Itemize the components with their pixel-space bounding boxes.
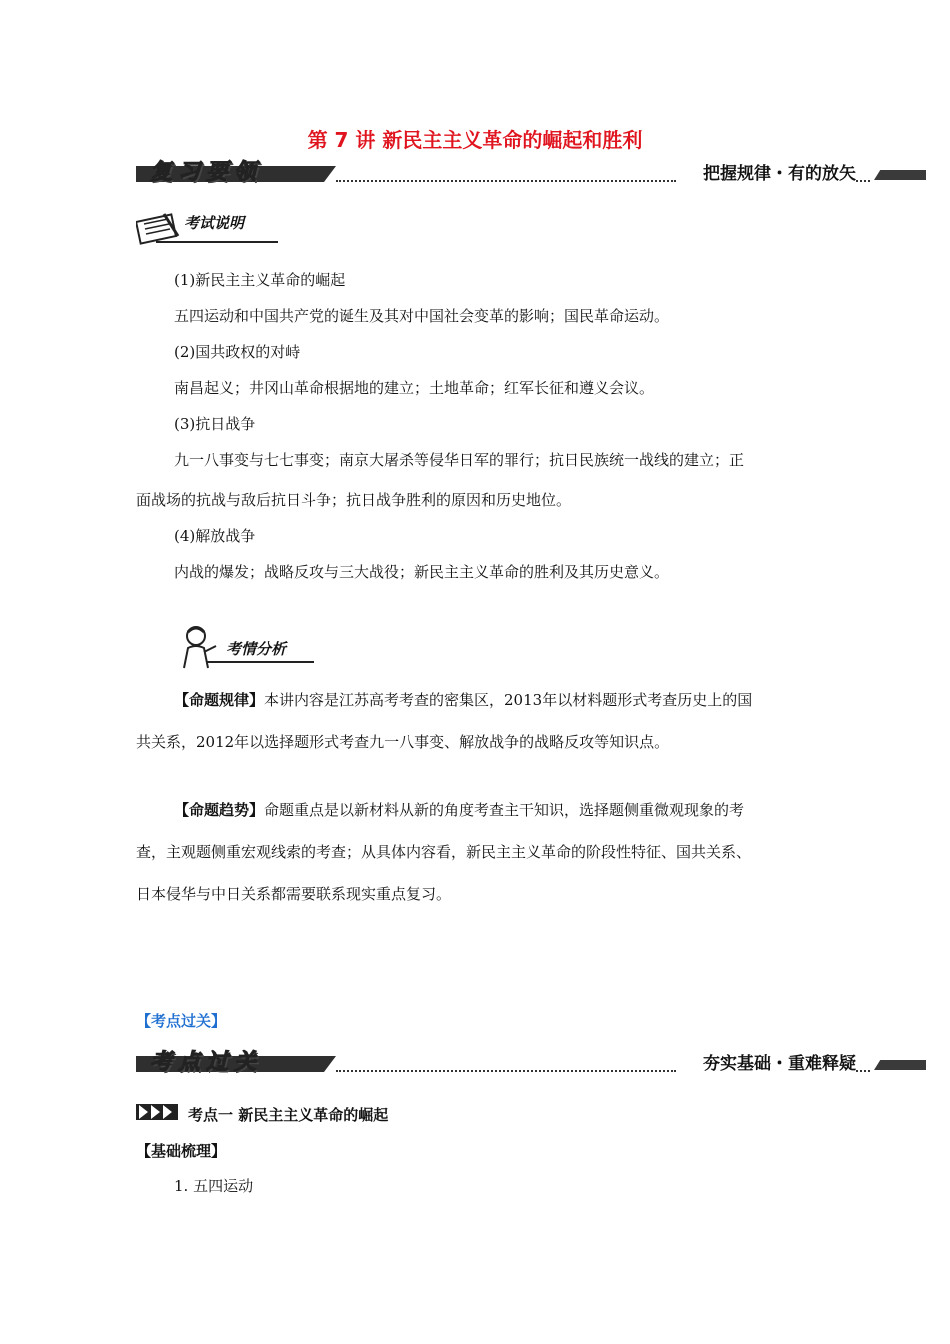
trend-paragraph (174, 800, 744, 820)
kaodian-tag: 【考点过关】 (136, 1012, 227, 1030)
analysis-label: 考情分析 (226, 640, 287, 658)
banner-left-text: 考点过关 (150, 1050, 263, 1075)
chevrons-icon (136, 1104, 178, 1120)
list-item: 九一八事变与七七事变；南京大屠杀等侵华日军的罪行；抗日民族统一战线的建立；正 (174, 451, 745, 469)
exam-notes-header (136, 206, 281, 250)
dotted-rule-short (856, 180, 870, 182)
trend-text-cont: 日本侵华与中日关系都需要联系现实重点复习。 (136, 885, 452, 903)
dotted-rule (336, 180, 676, 182)
section-banner-review (136, 148, 926, 188)
dotted-rule-short (856, 1070, 870, 1072)
banner-tail (874, 170, 926, 180)
list-item: (4)解放战争 (174, 527, 256, 545)
list-item: 南昌起义；井冈山革命根据地的建立；土地革命；红军长征和遵义会议。 (174, 379, 655, 397)
list-item: (1)新民主主义革命的崛起 (174, 271, 346, 289)
list-item: 1. 五四运动 (174, 1177, 254, 1195)
basics-heading: 【基础梳理】 (136, 1142, 227, 1160)
banner-tail (874, 1060, 926, 1070)
trend-text: 命题重点是以新材料从新的角度考查主干知识，选择题侧重微观现象的考 (264, 801, 745, 819)
trend-text-cont: 查，主观题侧重宏观线索的考查；从具体内容看，新民主主义革命的阶段性特征、国共关系、 (136, 843, 752, 861)
list-item: (2)国共政权的对峙 (174, 343, 301, 361)
rule-paragraph (174, 690, 752, 710)
trend-heading: 【命题趋势】 (174, 801, 265, 819)
dotted-rule (336, 1070, 676, 1072)
page-title: 第 7 讲 新民主主义革命的崛起和胜利 (307, 128, 643, 152)
list-item: 面战场的抗战与敌后抗日斗争；抗日战争胜利的原因和历史地位。 (136, 491, 572, 509)
list-item: 内战的爆发；战略反攻与三大战役；新民主主义革命的胜利及其历史意义。 (174, 563, 670, 581)
rule-heading: 【命题规律】 (174, 691, 265, 709)
banner-right-text: 把握规律・有的放矢 (703, 164, 856, 184)
list-item: 五四运动和中国共产党的诞生及其对中国社会变革的影响；国民革命运动。 (174, 307, 670, 325)
banner-left-text: 复习要领 (150, 160, 263, 185)
analysis-header (136, 624, 316, 668)
rule-text-cont: 共关系，2012年以选择题形式考查九一八事变、解放战争的战略反攻等知识点。 (136, 733, 670, 751)
rule-text: 本讲内容是江苏高考考查的密集区，2013年以材料题形式考查历史上的国 (264, 691, 753, 709)
exam-notes-label: 考试说明 (184, 214, 245, 232)
kaodian-heading: 考点一 新民主主义革命的崛起 (188, 1106, 389, 1124)
section-banner-kaodian (136, 1038, 926, 1078)
banner-right-text: 夯实基础・重难释疑 (703, 1054, 856, 1074)
list-item: (3)抗日战争 (174, 415, 256, 433)
